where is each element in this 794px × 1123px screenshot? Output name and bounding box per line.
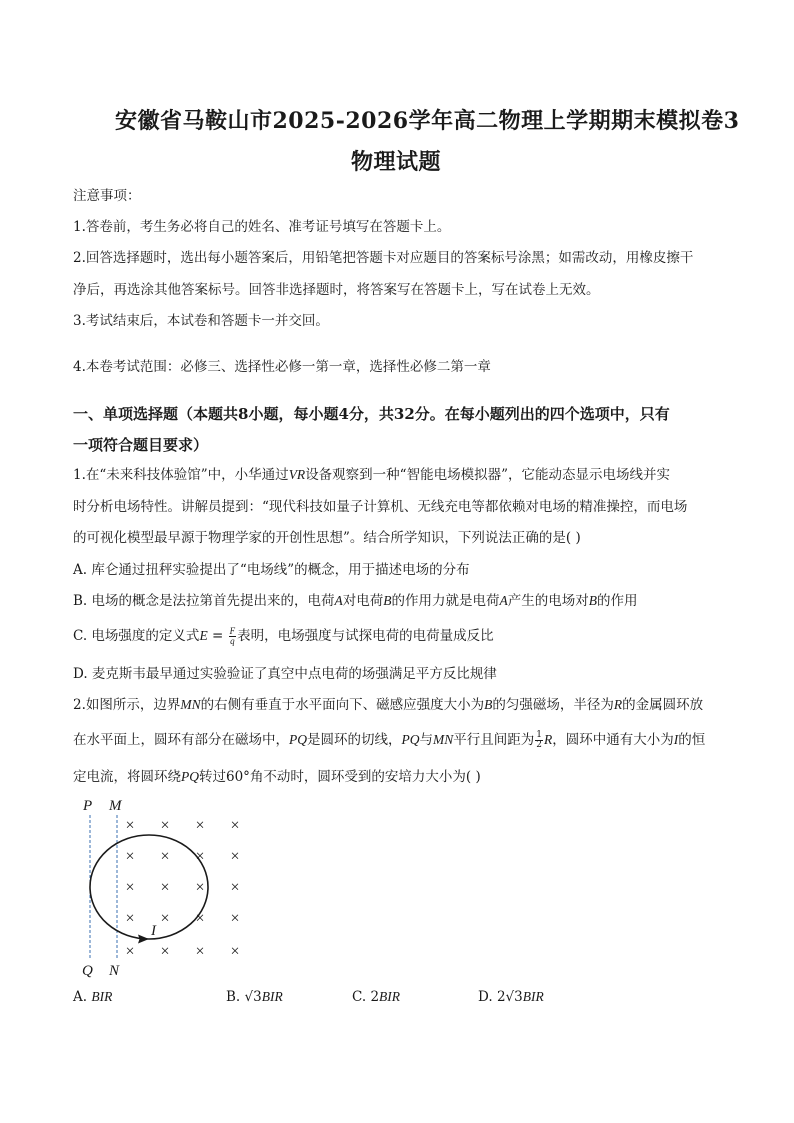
q2-text: 定电流，将圆环绕 <box>73 769 181 785</box>
q2-var: MN <box>433 732 454 747</box>
magnetic-field-figure <box>72 793 272 978</box>
current-label-i: I <box>151 923 156 939</box>
q1-b-var: B <box>588 593 598 608</box>
section-heading: 一、单项选择题（本题共8小题，每小题4分，共32分。在每小题列出的四个选项中，只有 <box>73 405 670 423</box>
metal-ring <box>90 835 208 939</box>
field-cross: × <box>230 910 240 927</box>
q2-var: R <box>543 732 553 747</box>
q1-b-var: A <box>334 593 343 608</box>
fraction-denominator: 2 <box>536 740 542 750</box>
q1-option-a: A. 库仑通过扭秤实验提出了“电场线”的概念，用于描述电场的分布 <box>73 562 470 578</box>
q2-option-d <box>478 987 544 1007</box>
q1-option-d: D. 麦克斯韦最早通过实验验证了真空中点电荷的场强满足平方反比规律 <box>73 666 497 682</box>
q1-b-var: B <box>383 593 392 608</box>
q2-text: 与 <box>419 732 433 748</box>
q2-var: I <box>673 732 679 747</box>
field-cross: × <box>195 910 205 927</box>
option-label: B. <box>226 989 245 1005</box>
field-cross: × <box>230 848 240 865</box>
q2-text: 的右侧有垂直于水平面向下、磁感应强度大小为 <box>200 697 485 713</box>
q1-text: 设备观察到一种“智能电场模拟器”，它能动态显示电场线并实 <box>305 467 670 483</box>
option-expr: BIR <box>379 989 401 1004</box>
q2-text: 在水平面上，圆环有部分在磁场中， <box>73 732 289 748</box>
field-cross: × <box>125 943 135 960</box>
q2-var: PQ <box>289 732 307 747</box>
field-cross: × <box>160 910 170 927</box>
q2-text: 平行且间距为 <box>453 732 535 748</box>
q2-var: R <box>613 697 623 712</box>
q2-stem-line1 <box>73 695 703 715</box>
q2-text: 的金属圆环放 <box>622 697 704 713</box>
q1-c-var: E <box>199 628 208 643</box>
q1-c-text: 表明，电场强度与试探电荷的电荷量成反比 <box>237 628 494 644</box>
q2-var: MN <box>180 697 201 712</box>
q2-text: 角不动时，圆环受到的安培力大小为( ) <box>249 769 481 785</box>
q2-angle: 60° <box>226 769 250 785</box>
q1-option-b <box>73 591 638 611</box>
q1-b-text: 的作用力就是电荷 <box>391 593 500 609</box>
label-n: N <box>109 963 120 978</box>
notice-item-4: 4.本卷考试范围：必修三、选择性必修一第一章，选择性必修二第一章 <box>73 359 491 375</box>
label-m: M <box>109 798 122 814</box>
page-subtitle: 物理试题 <box>351 149 442 175</box>
field-cross: × <box>230 817 240 834</box>
option-coef: 2 <box>370 989 380 1005</box>
page-title: 安徽省马鞍山市2025-2026学年高二物理上学期期末模拟卷3 <box>115 108 740 134</box>
field-cross: × <box>125 848 135 865</box>
q1-c-eq: = <box>207 628 228 644</box>
notice-heading: 注意事项： <box>73 188 141 204</box>
field-cross: × <box>195 879 205 896</box>
q1-c-text: C. 电场强度的定义式 <box>73 628 200 644</box>
notice-item-3: 3.考试结束后，本试卷和答题卡一并交回。 <box>73 313 329 329</box>
q1-stem-line1 <box>73 465 670 485</box>
q1-b-text: 产生的电场对 <box>507 593 589 609</box>
q2-stem-line3 <box>73 767 481 787</box>
q1-b-var: A <box>499 593 508 608</box>
q2-option-a <box>73 987 112 1007</box>
q2-var: B <box>484 697 493 712</box>
field-cross: × <box>160 817 170 834</box>
notice-item-1: 1.答卷前，考生务必将自己的姓名、准考证号填写在答题卡上。 <box>73 219 451 235</box>
q2-text: 是圆环的切线， <box>307 732 402 748</box>
notice-item-2-cont: 净后，再选涂其他答案标号。回答非选择题时，将答案写在答题卡上，写在试卷上无效。 <box>73 282 600 298</box>
label-q: Q <box>82 963 93 978</box>
q2-text: 的恒 <box>678 732 706 748</box>
q2-text: 转过 <box>199 769 226 785</box>
q2-var: PQ <box>181 769 199 784</box>
field-cross: × <box>195 817 205 834</box>
field-cross: × <box>125 817 135 834</box>
q2-option-c <box>352 987 400 1007</box>
q2-text: 的匀强磁场，半径为 <box>492 697 614 713</box>
q2-var: PQ <box>401 732 420 747</box>
field-cross: × <box>125 879 135 896</box>
q1-stem-line3: 的可视化模型最早源于物理学家的开创性思想”。结合所学知识，下列说法正确的是( ) <box>73 530 581 546</box>
field-cross: × <box>195 848 205 865</box>
current-arrow-icon <box>138 935 149 944</box>
q1-b-text: 的作用 <box>597 593 638 609</box>
option-expr: BIR <box>261 989 283 1004</box>
q1-option-c <box>73 626 494 646</box>
field-cross: × <box>160 848 170 865</box>
field-cross: × <box>125 910 135 927</box>
q2-stem-line2 <box>73 730 705 750</box>
q2-option-b <box>226 987 283 1007</box>
section-heading-cont: 一项符合题目要求） <box>73 436 209 454</box>
q1-vr: VR <box>288 467 306 482</box>
q1-b-text: B. 电场的概念是法拉第首先提出来的，电荷 <box>73 593 335 609</box>
field-cross: × <box>195 943 205 960</box>
q1-text: 1.在“未来科技体验馆”中，小华通过 <box>73 467 289 483</box>
q1-b-text: 对电荷 <box>342 593 384 609</box>
field-cross: × <box>160 943 170 960</box>
option-coef: √3 <box>244 989 262 1005</box>
fraction-numerator: F <box>229 626 236 636</box>
field-cross: × <box>160 879 170 896</box>
label-p: P <box>83 798 93 814</box>
fraction-numerator: 1 <box>536 730 542 740</box>
q1-stem-line2: 时分析电场特性。讲解员提到：“现代科技如量子计算机、无线充电等都依赖对电场的精准操控，而电场 <box>73 499 688 515</box>
option-coef: 2√3 <box>496 989 523 1005</box>
q1-c-fraction <box>229 627 237 646</box>
notice-item-2: 2.回答选择题时，选出每小题答案后，用铅笔把答题卡对应题目的答案标号涂黑；如需改动，用橡皮擦干 <box>73 250 694 266</box>
option-expr: BIR <box>91 989 113 1004</box>
option-label: C. <box>352 989 371 1005</box>
q2-fraction <box>535 731 543 750</box>
option-expr: BIR <box>522 989 544 1004</box>
field-cross: × <box>230 943 240 960</box>
q2-text: ，圆环中通有大小为 <box>552 732 674 748</box>
field-cross: × <box>230 879 240 896</box>
q2-text: 2.如图所示，边界 <box>73 697 181 713</box>
option-label: D. <box>478 989 497 1005</box>
option-label: A. <box>73 989 92 1005</box>
fraction-denominator: q <box>230 636 235 646</box>
